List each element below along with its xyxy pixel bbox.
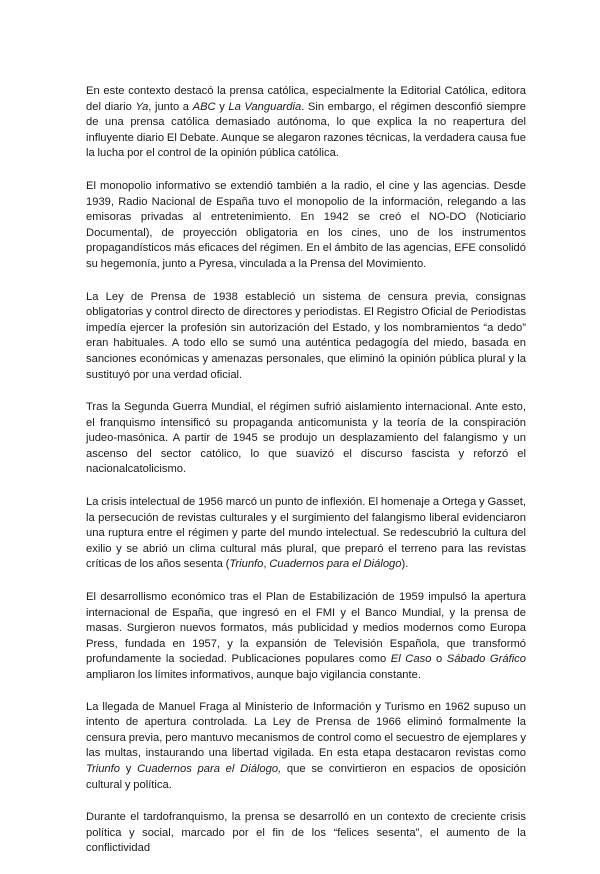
paragraph-desarrollismo: El desarrollismo económico tras el Plan de Estabilización de 1959 impulsó la apertura internacional de España, que ingresó en el FMI y el Banco Mundial, y la prensa de masas. Surgieron nuevos formatos, más publicidad y medios modernos como Europa Press, fundada en 1957, y la expansión de Televisión Española, que transformó profundamente la sociedad. Publicaciones populares como El Caso o Sábado Gráfico ampliaron los límites informativos, aunque bajo vigilancia constante. (86, 591, 526, 681)
magazine-title: Sábado Gráfico (446, 653, 526, 666)
paragraph-press-law-1938: La Ley de Prensa de 1938 estableció un sistema de censura previa, consignas obligatorias y control directo de directores y periodistas. El Registro Oficial de Periodistas impedía ejercer la profesión sin autorización del Estado, y los nombramientos “a dedo” eran habituales. A todo ello se sumó una auténtica pedagogía del miedo, basada en sanciones económicas y amenazas personales, que eliminó la opinión pública plural y la sustituyó por una verdad oficial. (86, 290, 526, 381)
magazine-title: Triunfo (229, 558, 264, 571)
newspaper-title: Ya (135, 100, 149, 113)
paragraph-postwar-isolation: Tras la Segunda Guerra Mundial, el régimen sufrió aislamiento internacional. Ante esto, el franquismo intensificó su propaganda anticomunista y la teoría de la conspiración judeo-masónica. A partir de 1945 se produjo un desplazamiento del falangismo y un ascenso del sector católico, lo que suavizó el discurso fascista y reforzó el nacionalcatolicismo. (86, 401, 526, 476)
paragraph-catholic-press: En este contexto destacó la prensa católica, especialmente la Editorial Católica, editora del diario Ya, junto a ABC y La Vanguardia. Sin embargo, el régimen desconfió siempre de una prensa católica demasiado autónoma, lo que explica la no reapertura del influyente diario El Debate. Aunque se alegaron razones técnicas, la verdadera causa fue la lucha por el control de la opinión pública católica. (86, 85, 526, 160)
magazine-title: Cuadernos para el Diálogo (269, 558, 402, 571)
paragraph-tardofranquismo: Durante el tardofranquismo, la prensa se desarrolló en un contexto de creciente crisis política y social, marcado por el fin de los “felices sesenta”, el aumento de la conflictividad (86, 811, 526, 855)
newspaper-title: La Vanguardia (228, 100, 302, 113)
newspaper-title: ABC (192, 100, 216, 113)
magazine-title: Cuadernos para el Diálogo, (137, 762, 282, 775)
paragraph-fraga-law-1966: La llegada de Manuel Fraga al Ministerio de Información y Turismo en 1962 supuso un intento de apertura controlada. La Ley de Prensa de 1966 eliminó formalmente la censura previa, pero mantuvo mecanismos de control como el secuestro de ejemplares y las multas, instaurando una libertad vigilada. En esta etapa destacaron revistas como Triunfo y Cuadernos para el Diálogo, que se convirtieron en espacios de oposición cultural y política. (86, 700, 526, 791)
paragraph-crisis-1956: La crisis intelectual de 1956 marcó un punto de inflexión. El homenaje a Ortega y Gasset, la persecución de revistas culturales y el surgimiento del falangismo liberal evidenciaron una ruptura entre el régimen y parte del mundo intelectual. Se redescubrió la cultura del exilio y se abrió un clima cultural más plural, que preparó el terreno para las revistas críticas de los años sesenta (Triunfo, Cuadernos para el Diálogo). (86, 496, 526, 571)
magazine-title: El Caso (390, 653, 432, 666)
paragraph-media-monopoly: El monopolio informativo se extendió también a la radio, el cine y las agencias. Desde 1939, Radio Nacional de España tuvo el monopolio de la información, relegando a las emisoras privadas al entretenimiento. En 1942 se creó el NO-DO (Noticiario Documental), de proyección obligatoria en los cines, uno de los instrumentos propagandísticos más eficaces del régimen. En el ámbito de las agencias, EFE consolidó su hegemonía, junto a Pyresa, vinculada a la Prensa del Movimiento. (86, 179, 526, 270)
magazine-title: Triunfo (86, 762, 120, 775)
document-body (86, 84, 526, 874)
